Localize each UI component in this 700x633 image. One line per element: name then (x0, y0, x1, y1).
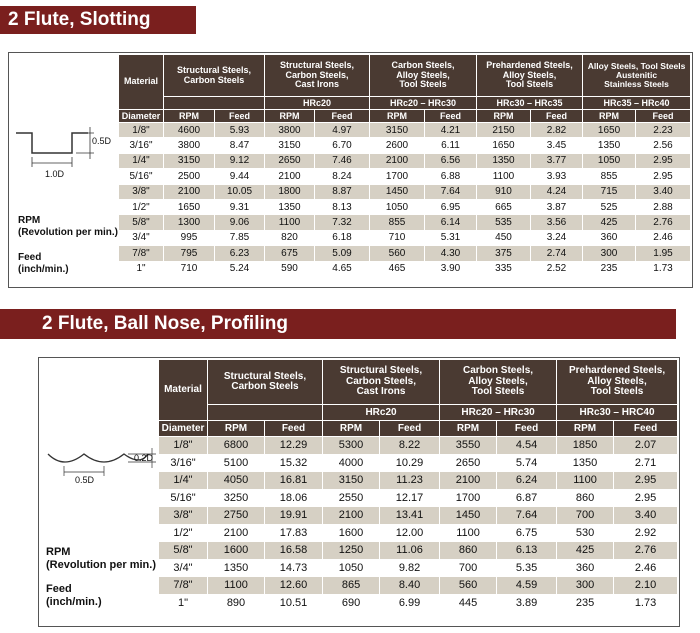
rpm-cell: 360 (557, 559, 614, 577)
rpm-cell: 2500 (164, 169, 215, 184)
slotting-rpm-label: RPM (Revolution per min.) (18, 215, 118, 238)
rpm-cell: 1600 (208, 542, 265, 560)
rpm-cell: 910 (477, 184, 531, 199)
feed-cell: 2.95 (636, 153, 691, 168)
feed-cell: 12.17 (380, 489, 440, 507)
feed-header: Feed (636, 110, 691, 123)
diameter-cell: 5/8" (159, 542, 208, 560)
table-row (119, 261, 691, 276)
rpm-cell: 535 (477, 215, 531, 230)
diameter-header: Diameter (159, 421, 208, 437)
rpm-cell: 675 (265, 246, 315, 261)
feed-cell: 5.09 (315, 246, 370, 261)
material-header: Material (159, 360, 208, 421)
rpm-cell: 5100 (208, 454, 265, 472)
rpm-cell: 2100 (440, 472, 497, 490)
feed-cell: 15.32 (265, 454, 323, 472)
feed-cell: 4.97 (315, 123, 370, 138)
rpm-cell: 560 (370, 246, 425, 261)
feed-cell: 8.87 (315, 184, 370, 199)
rpm-cell: 1600 (323, 524, 380, 542)
feed-cell: 4.30 (425, 246, 477, 261)
material-group-header: Carbon Steels, Alloy Steels, Tool Steels (440, 360, 557, 405)
rpm-cell: 855 (583, 169, 636, 184)
rpm-cell: 1050 (583, 153, 636, 168)
feed-cell: 6.75 (497, 524, 557, 542)
rpm-cell: 445 (440, 594, 497, 612)
rpm-cell: 3150 (370, 123, 425, 138)
rpm-cell: 2100 (323, 507, 380, 525)
rpm-cell: 1450 (370, 184, 425, 199)
feed-cell: 4.59 (497, 577, 557, 595)
rpm-header: RPM (208, 421, 265, 437)
feed-cell: 5.31 (425, 230, 477, 245)
diameter-cell: 1/4" (159, 472, 208, 490)
hardness-header: HRc35 – HRc40 (583, 97, 691, 110)
rpm-cell: 6800 (208, 437, 265, 455)
feed-cell: 6.56 (425, 153, 477, 168)
feed-cell: 3.87 (531, 199, 583, 214)
table-row (119, 169, 691, 184)
table-row (119, 123, 691, 138)
hardness-header: HRc20 – HRc30 (370, 97, 477, 110)
feed-cell: 1.73 (614, 594, 678, 612)
rpm-cell: 335 (477, 261, 531, 276)
ball-nose-width-label: 0.5D (75, 475, 95, 485)
feed-cell: 2.07 (614, 437, 678, 455)
feed-cell: 2.46 (614, 559, 678, 577)
rpm-cell: 1650 (164, 199, 215, 214)
feed-header: Feed (497, 421, 557, 437)
hardness-header: HRc20 – HRc30 (440, 405, 557, 421)
material-group-header: Prehardened Steels, Alloy Steels, Tool Steels (477, 55, 583, 97)
material-group-header: Structural Steels, Carbon Steels (208, 360, 323, 405)
feed-cell: 4.65 (315, 261, 370, 276)
diameter-cell: 7/8" (119, 246, 164, 261)
table-row (159, 559, 678, 577)
hardness-header: HRc30 – HRC40 (557, 405, 678, 421)
rpm-cell: 1350 (265, 199, 315, 214)
rpm-cell: 1650 (477, 138, 531, 153)
feed-cell: 12.00 (380, 524, 440, 542)
feed-cell: 3.90 (425, 261, 477, 276)
rpm-cell: 450 (477, 230, 531, 245)
rpm-cell: 1650 (583, 123, 636, 138)
rpm-cell: 3150 (265, 138, 315, 153)
material-group-header: Prehardened Steels, Alloy Steels, Tool Steels (557, 360, 678, 405)
rpm-cell: 235 (557, 594, 614, 612)
feed-cell: 10.29 (380, 454, 440, 472)
table-row (159, 454, 678, 472)
table-row (159, 524, 678, 542)
diameter-cell: 1/8" (119, 123, 164, 138)
rpm-cell: 3800 (164, 138, 215, 153)
rpm-cell: 375 (477, 246, 531, 261)
feed-cell: 12.29 (265, 437, 323, 455)
slotting-table (118, 54, 691, 277)
feed-cell: 3.89 (497, 594, 557, 612)
diameter-cell: 3/8" (159, 507, 208, 525)
table-row (159, 594, 678, 612)
feed-cell: 10.51 (265, 594, 323, 612)
ball-nose-table (158, 359, 678, 612)
feed-cell: 2.95 (614, 472, 678, 490)
ball-nose-depth-label: 0.2D (134, 453, 154, 463)
feed-cell: 7.64 (425, 184, 477, 199)
feed-cell: 5.93 (215, 123, 265, 138)
feed-cell: 2.76 (636, 215, 691, 230)
diameter-cell: 3/4" (159, 559, 208, 577)
feed-cell: 2.74 (531, 246, 583, 261)
feed-cell: 4.54 (497, 437, 557, 455)
rpm-header: RPM (370, 110, 425, 123)
feed-header: Feed (531, 110, 583, 123)
rpm-cell: 2750 (208, 507, 265, 525)
feed-cell: 17.83 (265, 524, 323, 542)
rpm-cell: 1350 (208, 559, 265, 577)
table-row (119, 184, 691, 199)
rpm-cell: 795 (164, 246, 215, 261)
feed-cell: 2.46 (636, 230, 691, 245)
feed-cell: 12.60 (265, 577, 323, 595)
rpm-cell: 425 (557, 542, 614, 560)
slotting-depth-label: 0.5D (92, 136, 112, 146)
feed-cell: 16.81 (265, 472, 323, 490)
rpm-cell: 4050 (208, 472, 265, 490)
feed-cell: 19.91 (265, 507, 323, 525)
ball-nose-diagram (44, 440, 164, 490)
feed-cell: 6.24 (497, 472, 557, 490)
rpm-cell: 710 (164, 261, 215, 276)
feed-cell: 8.47 (215, 138, 265, 153)
table-row (159, 489, 678, 507)
rpm-cell: 865 (323, 577, 380, 595)
feed-cell: 7.32 (315, 215, 370, 230)
rpm-cell: 1050 (323, 559, 380, 577)
material-group-header: Structural Steels, Carbon Steels, Cast Irons (323, 360, 440, 405)
table-row (119, 138, 691, 153)
table-row (159, 437, 678, 455)
feed-cell: 16.58 (265, 542, 323, 560)
diameter-cell: 1/4" (119, 153, 164, 168)
hardness-header (164, 97, 265, 110)
rpm-cell: 360 (583, 230, 636, 245)
diameter-cell: 1/2" (119, 199, 164, 214)
rpm-cell: 3800 (265, 123, 315, 138)
feed-cell: 2.56 (636, 138, 691, 153)
diameter-header: Diameter (119, 110, 164, 123)
diameter-cell: 1/8" (159, 437, 208, 455)
rpm-cell: 1100 (557, 472, 614, 490)
rpm-cell: 2100 (370, 153, 425, 168)
rpm-cell: 1850 (557, 437, 614, 455)
feed-cell: 9.06 (215, 215, 265, 230)
rpm-cell: 1250 (323, 542, 380, 560)
rpm-cell: 855 (370, 215, 425, 230)
feed-cell: 3.77 (531, 153, 583, 168)
rpm-header: RPM (557, 421, 614, 437)
feed-cell: 3.24 (531, 230, 583, 245)
slotting-width-label: 1.0D (45, 169, 65, 179)
material-group-header: Structural Steels, Carbon Steels, Cast Irons (265, 55, 370, 97)
feed-cell: 8.24 (315, 169, 370, 184)
material-group-header: Carbon Steels, Alloy Steels, Tool Steels (370, 55, 477, 97)
diameter-cell: 3/8" (119, 184, 164, 199)
rpm-cell: 525 (583, 199, 636, 214)
rpm-cell: 2600 (370, 138, 425, 153)
rpm-cell: 2650 (265, 153, 315, 168)
diameter-cell: 1" (159, 594, 208, 612)
rpm-cell: 860 (440, 542, 497, 560)
rpm-cell: 1100 (440, 524, 497, 542)
rpm-cell: 530 (557, 524, 614, 542)
slotting-feed-label: Feed (inch/min.) (18, 252, 69, 275)
ball-nose-feed-label: Feed (inch/min.) (46, 583, 102, 608)
rpm-cell: 665 (477, 199, 531, 214)
feed-cell: 6.95 (425, 199, 477, 214)
feed-cell: 2.71 (614, 454, 678, 472)
table-row (159, 542, 678, 560)
feed-cell: 3.45 (531, 138, 583, 153)
rpm-header: RPM (164, 110, 215, 123)
rpm-cell: 4000 (323, 454, 380, 472)
rpm-cell: 700 (440, 559, 497, 577)
feed-cell: 8.22 (380, 437, 440, 455)
feed-cell: 6.70 (315, 138, 370, 153)
feed-cell: 9.82 (380, 559, 440, 577)
diameter-cell: 1" (119, 261, 164, 276)
feed-header: Feed (380, 421, 440, 437)
rpm-cell: 5300 (323, 437, 380, 455)
feed-cell: 2.92 (614, 524, 678, 542)
feed-header: Feed (265, 421, 323, 437)
rpm-cell: 1350 (583, 138, 636, 153)
rpm-cell: 465 (370, 261, 425, 276)
rpm-cell: 710 (370, 230, 425, 245)
table-row (119, 215, 691, 230)
feed-cell: 18.06 (265, 489, 323, 507)
feed-cell: 7.85 (215, 230, 265, 245)
rpm-cell: 1050 (370, 199, 425, 214)
feed-cell: 6.87 (497, 489, 557, 507)
rpm-cell: 1800 (265, 184, 315, 199)
feed-cell: 3.56 (531, 215, 583, 230)
table-row (159, 472, 678, 490)
rpm-cell: 560 (440, 577, 497, 595)
feed-cell: 6.99 (380, 594, 440, 612)
rpm-cell: 4600 (164, 123, 215, 138)
hardness-header: HRc30 – HRc35 (477, 97, 583, 110)
feed-cell: 5.35 (497, 559, 557, 577)
rpm-cell: 300 (557, 577, 614, 595)
feed-header: Feed (614, 421, 678, 437)
table-row (119, 246, 691, 261)
rpm-header: RPM (477, 110, 531, 123)
ball-nose-rpm-label: RPM (Revolution per min.) (46, 546, 156, 571)
feed-cell: 2.10 (614, 577, 678, 595)
hardness-header: HRc20 (265, 97, 370, 110)
feed-cell: 2.88 (636, 199, 691, 214)
rpm-cell: 1100 (477, 169, 531, 184)
rpm-cell: 590 (265, 261, 315, 276)
rpm-cell: 2150 (477, 123, 531, 138)
feed-cell: 4.21 (425, 123, 477, 138)
feed-cell: 6.11 (425, 138, 477, 153)
feed-cell: 1.95 (636, 246, 691, 261)
diameter-cell: 5/16" (159, 489, 208, 507)
rpm-header: RPM (265, 110, 315, 123)
feed-cell: 6.88 (425, 169, 477, 184)
table-row (119, 230, 691, 245)
rpm-cell: 3150 (323, 472, 380, 490)
diameter-cell: 3/16" (119, 138, 164, 153)
feed-cell: 2.76 (614, 542, 678, 560)
feed-header: Feed (425, 110, 477, 123)
feed-cell: 9.12 (215, 153, 265, 168)
feed-cell: 3.40 (614, 507, 678, 525)
rpm-cell: 1300 (164, 215, 215, 230)
feed-cell: 2.82 (531, 123, 583, 138)
rpm-cell: 425 (583, 215, 636, 230)
feed-cell: 3.40 (636, 184, 691, 199)
section1-title: 2 Flute, Slotting (0, 6, 196, 34)
feed-cell: 11.23 (380, 472, 440, 490)
rpm-header: RPM (583, 110, 636, 123)
rpm-cell: 690 (323, 594, 380, 612)
rpm-cell: 3150 (164, 153, 215, 168)
feed-cell: 6.18 (315, 230, 370, 245)
feed-header: Feed (215, 110, 265, 123)
rpm-cell: 2550 (323, 489, 380, 507)
diameter-cell: 3/4" (119, 230, 164, 245)
feed-cell: 2.23 (636, 123, 691, 138)
feed-cell: 9.44 (215, 169, 265, 184)
feed-header: Feed (315, 110, 370, 123)
feed-cell: 6.23 (215, 246, 265, 261)
rpm-header: RPM (323, 421, 380, 437)
table-row (119, 199, 691, 214)
feed-cell: 5.24 (215, 261, 265, 276)
diameter-cell: 3/16" (159, 454, 208, 472)
feed-cell: 11.06 (380, 542, 440, 560)
feed-cell: 7.46 (315, 153, 370, 168)
rpm-cell: 1700 (440, 489, 497, 507)
rpm-cell: 2100 (208, 524, 265, 542)
feed-cell: 14.73 (265, 559, 323, 577)
rpm-cell: 2650 (440, 454, 497, 472)
feed-cell: 2.95 (614, 489, 678, 507)
feed-cell: 6.14 (425, 215, 477, 230)
rpm-cell: 235 (583, 261, 636, 276)
table-row (159, 507, 678, 525)
feed-cell: 10.05 (215, 184, 265, 199)
feed-cell: 1.73 (636, 261, 691, 276)
diameter-cell: 5/16" (119, 169, 164, 184)
feed-cell: 6.13 (497, 542, 557, 560)
rpm-cell: 820 (265, 230, 315, 245)
diameter-cell: 5/8" (119, 215, 164, 230)
rpm-cell: 700 (557, 507, 614, 525)
diameter-cell: 7/8" (159, 577, 208, 595)
rpm-cell: 3550 (440, 437, 497, 455)
diameter-cell: 1/2" (159, 524, 208, 542)
rpm-cell: 1100 (208, 577, 265, 595)
feed-cell: 2.52 (531, 261, 583, 276)
rpm-cell: 890 (208, 594, 265, 612)
rpm-header: RPM (440, 421, 497, 437)
slotting-diagram (14, 115, 124, 185)
rpm-cell: 1350 (557, 454, 614, 472)
rpm-cell: 1350 (477, 153, 531, 168)
material-group-header: Alloy Steels, Tool Steels Austenitic Stainless Steels (583, 55, 691, 97)
hardness-header: HRc20 (323, 405, 440, 421)
feed-cell: 3.93 (531, 169, 583, 184)
feed-cell: 8.13 (315, 199, 370, 214)
rpm-cell: 715 (583, 184, 636, 199)
rpm-cell: 1100 (265, 215, 315, 230)
feed-cell: 2.95 (636, 169, 691, 184)
hardness-header (208, 405, 323, 421)
feed-cell: 9.31 (215, 199, 265, 214)
feed-cell: 8.40 (380, 577, 440, 595)
rpm-cell: 995 (164, 230, 215, 245)
feed-cell: 7.64 (497, 507, 557, 525)
table-row (119, 153, 691, 168)
rpm-cell: 2100 (265, 169, 315, 184)
table-row (159, 577, 678, 595)
rpm-cell: 860 (557, 489, 614, 507)
rpm-cell: 300 (583, 246, 636, 261)
material-group-header: Structural Steels, Carbon Steels (164, 55, 265, 97)
feed-cell: 13.41 (380, 507, 440, 525)
rpm-cell: 1700 (370, 169, 425, 184)
material-header: Material (119, 55, 164, 110)
feed-cell: 5.74 (497, 454, 557, 472)
rpm-cell: 2100 (164, 184, 215, 199)
rpm-cell: 3250 (208, 489, 265, 507)
feed-cell: 4.24 (531, 184, 583, 199)
rpm-cell: 1450 (440, 507, 497, 525)
section2-title: 2 Flute, Ball Nose, Profiling (0, 309, 676, 339)
